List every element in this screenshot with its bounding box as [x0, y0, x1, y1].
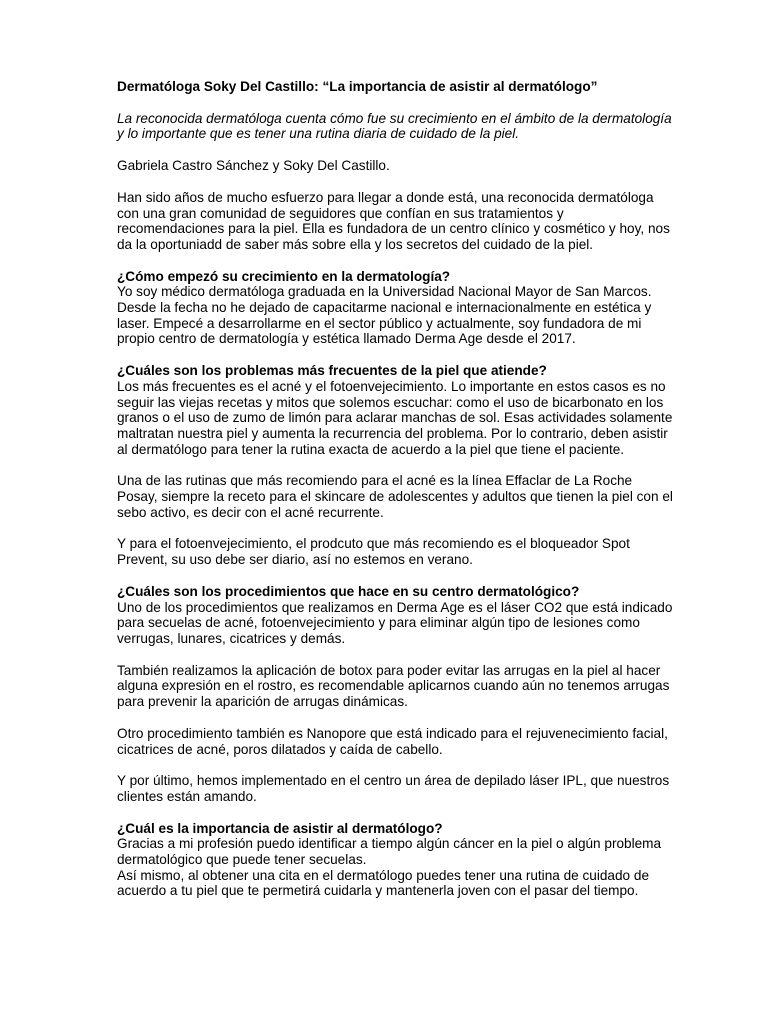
section-question: ¿Cuáles son los problemas más frecuentes de la piel que atiende? [117, 363, 547, 379]
article-byline: Gabriela Castro Sánchez y Soky Del Castillo. [117, 158, 390, 174]
section-paragraph: Y por último, hemos implementado en el centro un área de depilado láser IPL, que nuestros clientes están amando. [117, 773, 670, 804]
section-paragraph: Los más frecuentes es el acné y el fotoenvejecimiento. Lo importante en estos casos es no seguir las viejas recetas y mitos que solemos escuchar: como el uso de bicarbonato en los granos o el uso de zumo de limón para aclarar manchas de sol. Esas actividades solamente maltratan nuestra piel y aumenta la recurrencia del problema. Por lo contrario, deben asistir al dermatólogo para tener la rutina exacta de acuerdo a la piel que tiene el paciente. [117, 378, 673, 457]
section-paragraph: Y para el fotoenvejecimiento, el prodcuto que más recomiendo es el bloqueador Spot Prevent, su uso debe ser diario, así no estemos en verano. [117, 536, 630, 568]
section-question: ¿Cómo empezó su crecimiento en la dermatología? [117, 268, 451, 284]
article-title: Dermatóloga Soky Del Castillo: “La importancia de asistir al dermatólogo” [117, 79, 598, 94]
section-2 [117, 363, 674, 457]
section-paragraph: También realizamos la aplicación de botox para poder evitar las arrugas en la piel al hacer alguna expresión en el rostro, es recomendable aplicarnos cuando aún no tenemos arrugas para prevenir la aparición de arrugas dinámicas. [117, 662, 670, 710]
article-lead: La reconocida dermatóloga cuenta cómo fue su crecimiento en el ámbito de la dermatología y lo importante que es tener una rutina diaria de cuidado de la piel. [117, 110, 672, 142]
section-question: ¿Cuál es la importancia de asistir al dermatólogo? [117, 820, 443, 836]
section-paragraph: Uno de los procedimientos que realizamos en Derma Age es el láser CO2 que está indicado para secuelas de acné, fotoenvejecimiento y para eliminar algún tipo de lesiones como verrugas, lunares, cicatrices y demás. [117, 599, 673, 646]
section-paragraph: Así mismo, al obtener una cita en el dermatólogo puedes tener una rutina de cuidado de acuerdo a tu piel que te permetirá cuidarla y mantenerla joven con el pasar del tiempo. [117, 867, 650, 899]
section-question: ¿Cuáles son los procedimientos que hace en su centro dermatológico? [117, 583, 580, 599]
section-4 [117, 821, 674, 900]
section-paragraph: Gracias a mi profesión puedo identificar a tiempo algún cáncer en la piel o algún problema dermatológico que puede tener secuelas. [117, 836, 662, 868]
section-1 [117, 269, 674, 348]
document-page [117, 79, 674, 899]
article-intro: Han sido años de mucho esfuerzo para llegar a donde está, una reconocida dermatóloga con una gran comunidad de seguidores que confían en sus tratamientos y recomendaciones para la piel. Ella es fundadora de un centro clínico y cosmético y hoy, nos da la oportuniadd de saber más sobre ella y los secretos del cuidado de la piel. [117, 189, 670, 252]
section-paragraph: Una de las rutinas que más recomiendo para el acné es la línea Effaclar de La Roche Posay, siempre la receto para el skincare de adolescentes y adultos que tienen la piel con el sebo activo, es decir con el acné recurrente. [117, 473, 673, 520]
section-paragraph: Yo soy médico dermatóloga graduada en la Universidad Nacional Mayor de San Marcos. Desde la fecha no he dejado de capacitarme nacional e internacionalmente en estética y laser. Empecé a desarrollarme en el sector público y actualmente, soy fundadora de mi propio centro de dermatología y estética llamado Derma Age desde el 2017. [117, 284, 652, 347]
section-paragraph: Otro procedimiento también es Nanopore que está indicado para el rejuvenecimiento facial, cicatrices de acné, poros dilatados y caída de cabello. [117, 725, 668, 757]
section-3 [117, 584, 674, 647]
